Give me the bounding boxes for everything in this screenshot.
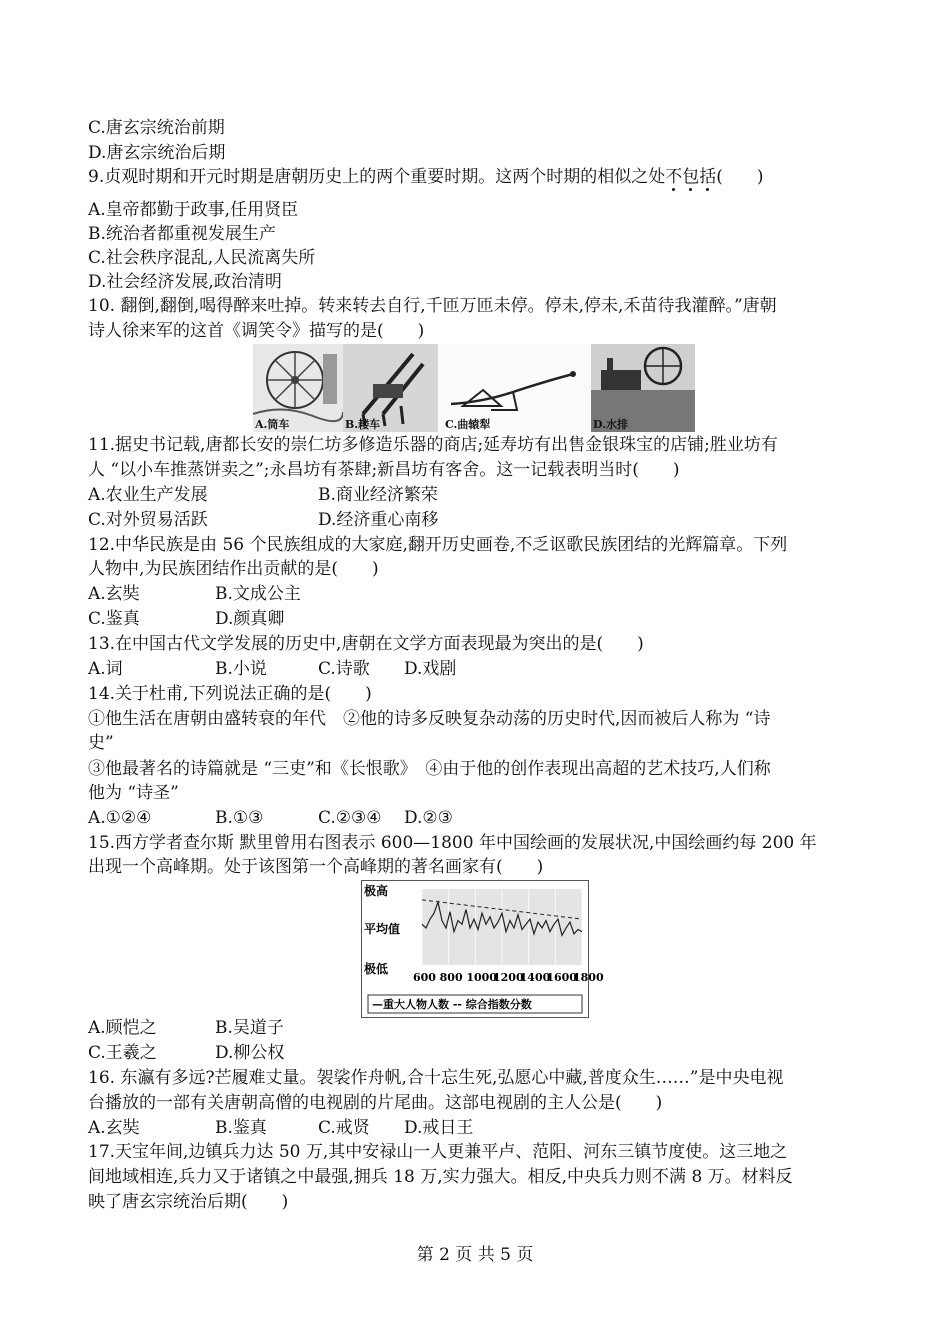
page-footer: 第 2 页 共 5 页 [416, 1245, 534, 1265]
q11-option-a: A.农业生产发展 [88, 485, 208, 505]
tongche-label: A.筒车 [255, 418, 290, 431]
q12-option-c: C.鉴真 [88, 609, 140, 629]
q11-option-d: D.经济重心南移 [318, 510, 439, 530]
shuipai-image [591, 344, 695, 432]
xtick-label: 800 [439, 971, 463, 984]
q16-option-a: A.玄奘 [88, 1118, 140, 1138]
q17-stem-3: 映了唐玄宗统治后期( ) [88, 1192, 289, 1212]
q10-stem-1: 10. 翻倒,翻倒,喝得醉来吐掉。转来转去自行,千匝万匝未停。停未,停未,禾苗待我灌醉。”唐朝 [88, 296, 777, 316]
louche-image [343, 344, 438, 432]
q14-option-a: A.①②④ [88, 808, 152, 828]
quyuanli-image [443, 344, 583, 432]
q14-option-c: C.②③④ [318, 808, 382, 828]
louche-label: B.耧车 [345, 418, 381, 431]
tongche-image [253, 344, 343, 432]
xtick-label: 1000 [466, 971, 497, 984]
q9-emphasis-3: 括 [699, 167, 717, 187]
q8-option-d: D.唐玄宗统治后期 [88, 143, 226, 163]
q14-option-b: B.①③ [215, 808, 264, 828]
q8-option-c: C.唐玄宗统治前期 [88, 118, 225, 138]
q9-option-b: B.统治者都重视发展生产 [88, 224, 276, 244]
q9-stem [88, 165, 763, 189]
q9-bracket: ( ) [716, 167, 764, 187]
q15-option-c: C.王羲之 [88, 1043, 157, 1063]
q14-statement-2b: 他为 “诗圣” [88, 783, 179, 803]
q9-emphasis-1: 不 [665, 167, 683, 187]
ytick-mean: 平均值 [364, 922, 401, 936]
q16-option-b: B.鉴真 [215, 1118, 267, 1138]
q15-option-b: B.吴道子 [215, 1018, 284, 1038]
q14-stem: 14.关于杜甫,下列说法正确的是( ) [88, 684, 372, 704]
q9-option-a: A.皇帝都勤于政事,任用贤臣 [88, 200, 299, 220]
q12-option-b: B.文成公主 [215, 584, 301, 604]
q13-option-a: A.词 [88, 659, 123, 679]
q12-option-d: D.颜真卿 [215, 609, 285, 629]
q13-stem: 13.在中国古代文学发展的历史中,唐朝在文学方面表现最为突出的是( ) [88, 634, 644, 654]
q12-stem-1: 12.中华民族是由 56 个民族组成的大家庭,翻开历史画卷,不乏讴歌民族团结的光辉篇章。下列 [88, 535, 788, 555]
q10-stem-2: 诗人徐来军的这首《调笑令》描写的是( ) [88, 321, 425, 341]
xtick-label: 1800 [573, 971, 604, 984]
ytick-low: 极低 [364, 962, 389, 976]
chart-svg [362, 881, 604, 1017]
q16-option-d: D.戒日王 [404, 1118, 474, 1138]
q15-option-d: D.柳公权 [215, 1043, 285, 1063]
q15-option-a: A.顾恺之 [88, 1018, 157, 1038]
q16-option-c: C.戒贤 [318, 1118, 370, 1138]
q15-chart [361, 880, 604, 1018]
q17-stem-2: 间地域相连,兵力又于诸镇之中最强,拥兵 18 万,实力强大。相反,中央兵力则不满 8 万。材料反 [88, 1167, 793, 1187]
xtick-label: 1400 [519, 971, 551, 984]
q12-option-a: A.玄奘 [88, 584, 140, 604]
q11-option-b: B.商业经济繁荣 [318, 485, 438, 505]
q9-option-d: D.社会经济发展,政治清明 [88, 272, 282, 292]
xtick-group [413, 971, 604, 984]
q13-option-d: D.戏剧 [404, 659, 457, 679]
q9-emphasis-2: 包 [682, 167, 700, 187]
q11-stem-2: 人 “以小车推蒸饼卖之”;永昌坊有茶肆;新昌坊有客舍。这一记载表明当时( ) [88, 460, 680, 480]
q17-stem-1: 17.天宝年间,边镇兵力达 50 万,其中安禄山一人更兼平卢、范阳、河东三镇节度使。这三地之 [88, 1142, 788, 1162]
q16-stem-1: 16. 东瀛有多远?芒履难丈量。袈裟作舟帆,合十忘生死,弘愿心中藏,普度众生……”是中央电视 [88, 1068, 784, 1088]
legend-text: —重大人物人数 -- 综合指数分数 [372, 998, 532, 1011]
q14-option-d: D.②③ [404, 808, 453, 828]
q13-option-c: C.诗歌 [318, 659, 370, 679]
q9-stem-text: 9.贞观时期和开元时期是唐朝历史上的两个重要时期。这两个时期的相似之处 [88, 167, 666, 187]
q10-figure [253, 344, 695, 432]
q11-option-c: C.对外贸易活跃 [88, 510, 208, 530]
q14-statement-2: ③他最著名的诗篇就是 “三吏”和《长恨歌》 ④由于他的创作表现出高超的艺术技巧,人们称 [88, 759, 771, 779]
ytick-high: 极高 [364, 884, 389, 898]
shuipai-label: D.水排 [593, 418, 628, 431]
q11-stem-1: 11.据史书记载,唐都长安的崇仁坊多修造乐器的商店;延寿坊有出售金银珠宝的店铺;胜业坊有 [88, 435, 778, 455]
q16-stem-2: 台播放的一部有关唐朝高僧的电视剧的片尾曲。这部电视剧的主人公是( ) [88, 1093, 663, 1113]
q14-statement-1: ①他生活在唐朝由盛转衰的年代 ②他的诗多反映复杂动荡的历史时代,因而被后人称为 “诗 [88, 709, 771, 729]
xtick-label: 1600 [546, 971, 577, 984]
q14-statement-1b: 史” [88, 733, 114, 753]
q9-option-c: C.社会秩序混乱,人民流离失所 [88, 248, 316, 268]
xtick-label: 1200 [493, 971, 524, 984]
q15-stem-1: 15.西方学者查尔斯 默里曾用右图表示 600—1800 年中国绘画的发展状况,中国绘画约每 200 年 [88, 833, 817, 853]
q13-option-b: B.小说 [215, 659, 267, 679]
quyuanli-label: C.曲辕犁 [445, 418, 491, 431]
q15-stem-2: 出现一个高峰期。处于该图第一个高峰期的著名画家有( ) [88, 857, 544, 877]
xtick-label: 600 [413, 971, 436, 984]
q12-stem-2: 人物中,为民族团结作出贡献的是( ) [88, 559, 379, 579]
